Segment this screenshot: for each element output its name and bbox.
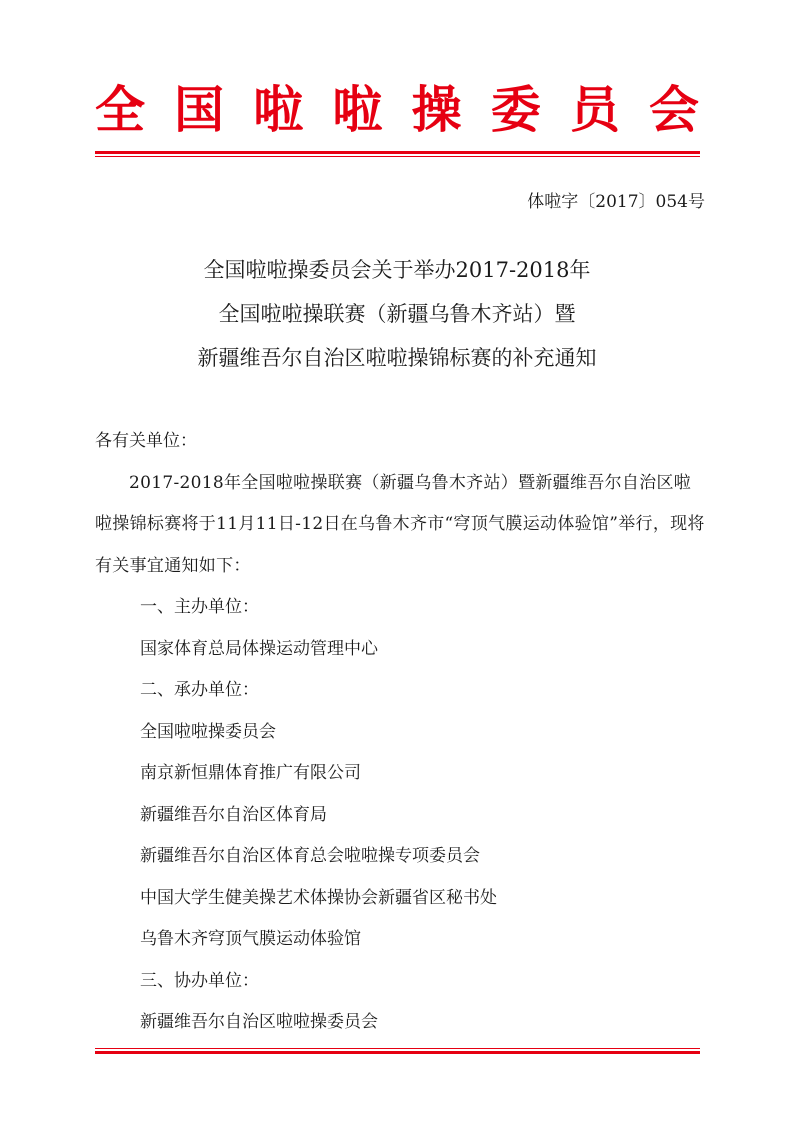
organizer-unit: 新疆维吾尔自治区体育局: [140, 804, 327, 825]
org-char: 全: [95, 81, 145, 139]
org-char: 委: [490, 81, 541, 139]
title-line: 全国啦啦操联赛（新疆乌鲁木齐站）暨: [218, 302, 576, 326]
organizer-unit: 全国啦啦操委员会: [140, 721, 276, 742]
section-heading-co-organizer: 三、协办单位：: [140, 970, 259, 991]
co-organizer-unit: 新疆维吾尔自治区啦啦操委员会: [140, 1012, 378, 1032]
section-heading-host: 一、主办单位：: [140, 597, 259, 617]
title-line: 全国啦啦操委员会关于举办2017-2018年: [203, 258, 591, 282]
header-rule-thin: [95, 156, 700, 157]
header-rule-thick: [95, 151, 700, 154]
org-char: 国: [174, 81, 225, 139]
title-line: 新疆维吾尔自治区啦啦操锦标赛的补充通知: [197, 346, 597, 370]
salutation: 各有关单位：: [95, 431, 197, 451]
document-number: 体啦字〔2017〕054号: [527, 192, 705, 212]
footer-rule-thin: [95, 1048, 700, 1049]
org-char: 啦: [253, 81, 304, 139]
document-body: [95, 421, 705, 1044]
organizer-unit: 中国大学生健美操艺术体操协会新疆省区秘书处: [140, 887, 497, 908]
organizer-unit: 南京新恒鼎体育推广有限公司: [140, 763, 361, 783]
org-char: 员: [569, 81, 620, 139]
organizer-unit: 乌鲁木齐穹顶气膜运动体验馆: [140, 929, 361, 949]
org-char: 会: [648, 81, 699, 139]
section-heading-organizer: 二、承办单位：: [140, 680, 259, 700]
intro-paragraph: 2017-2018年全国啦啦操联赛（新疆乌鲁木齐站）暨新疆维吾尔自治区啦啦操锦标赛将于11月11日-12日在乌鲁木齐市“穹顶气膜运动体验馆”举行，现将有关事宜通知如下：: [95, 472, 705, 576]
organizer-unit: 新疆维吾尔自治区体育总会啦啦操专项委员会: [140, 846, 480, 866]
org-char: 操: [411, 81, 462, 139]
org-char: 啦: [332, 81, 383, 139]
footer-rule-thick: [95, 1051, 700, 1054]
document-title: [0, 248, 794, 380]
host-unit: 国家体育总局体操运动管理中心: [140, 638, 378, 659]
organization-header: [95, 78, 699, 142]
